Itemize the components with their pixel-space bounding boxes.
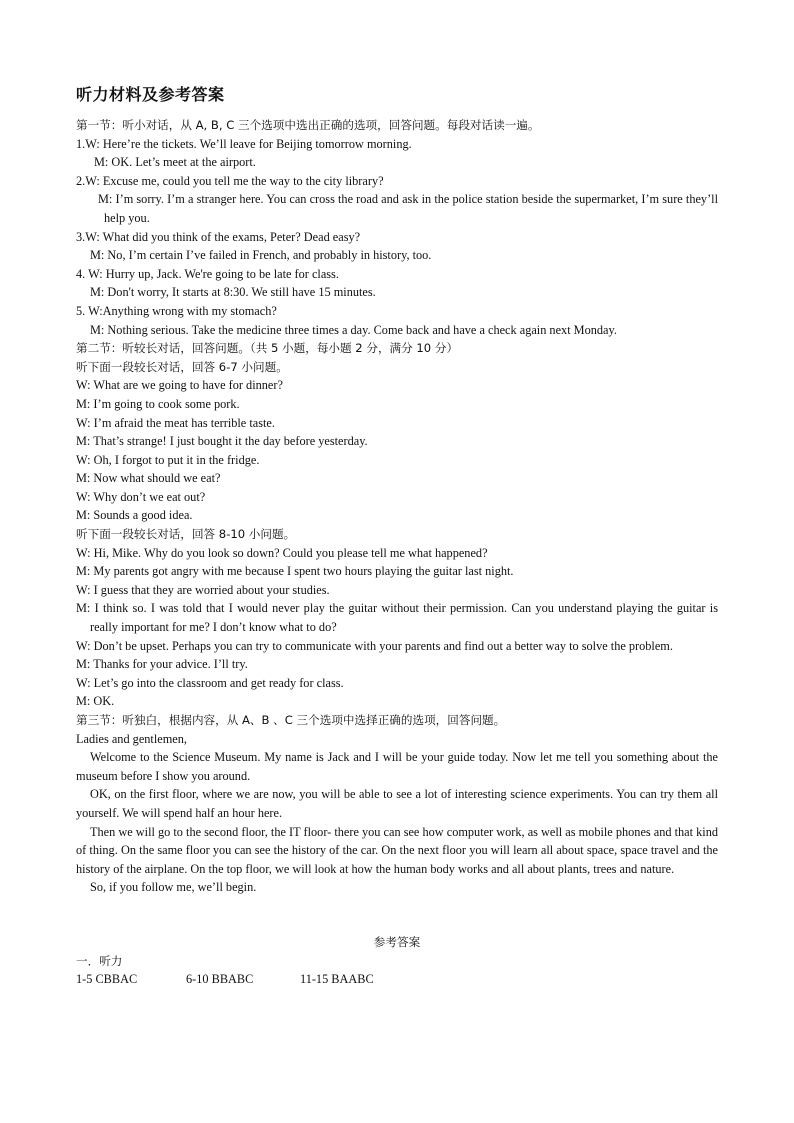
answers-row xyxy=(76,970,718,989)
dialogue-line: W: What are we going to have for dinner? xyxy=(76,378,283,393)
monologue-paragraph: Then we will go to the second floor, the IT floor- there you can see how computer work, as well as mobile phones and that kind of thing. On the same floor you can see the history of the car. On the next floor you will learn all about space, space travel and the history of the airplane. On the top floor, we will look at how the human body works and all about plants, trees and nature. xyxy=(76,824,718,876)
document-title: 听力材料及参考答案 xyxy=(76,85,225,104)
section1-heading: 第一节：听小对话，从 A, B, C 三个选项中选出正确的选项，回答问题。每段对话读一遍。 xyxy=(76,118,540,132)
dialogue-line: W: I guess that they are worried about your studies. xyxy=(76,582,330,597)
dialogue1-heading: 听下面一段较长对话，回答 6-7 小问题。 xyxy=(76,359,288,374)
dialogue-line: M: My parents got angry with me because I spent two hours playing the guitar last night. xyxy=(76,564,514,579)
dialogue-line: 1.W: Here’re the tickets. We’ll leave for Beijing tomorrow morning. xyxy=(76,136,412,151)
monologue-paragraph: Welcome to the Science Museum. My name is Jack and I will be your guide today. Now let me tell you something about the museum before I show you around. xyxy=(76,750,718,783)
section2-heading: 第二节：听较长对话，回答问题。（共 5 小题，每小题 2 分，满分 10 分） xyxy=(76,341,459,356)
dialogue-line: M: I think so. I was told that I would never play the guitar without their permission. Can you understand playing the guitar is really important for me? I don’t know what to do? xyxy=(76,601,718,635)
answer-group: 1-5 CBBAC xyxy=(76,972,138,987)
answers-part-label: 一．听力 xyxy=(76,953,123,968)
dialogue-line: W: Don’t be upset. Perhaps you can try to communicate with your parents and find out a better way to solve the problem. xyxy=(76,638,673,653)
dialogue-line: W: Why don’t we eat out? xyxy=(76,489,206,504)
dialogue-line: M: Don't worry, It starts at 8:30. We still have 15 minutes. xyxy=(90,285,376,300)
dialogue2-heading: 听下面一段较长对话，回答 8-10 小问题。 xyxy=(76,527,296,542)
section-gap xyxy=(76,897,718,933)
answers-title: 参考答案 xyxy=(373,934,421,949)
dialogue-line: M: Sounds a good idea. xyxy=(76,508,193,523)
dialogue-line: M: No, I’m certain I’ve failed in French, and probably in history, too. xyxy=(90,248,432,263)
monologue-paragraph: So, if you follow me, we’ll begin. xyxy=(90,880,257,895)
document-page xyxy=(76,82,718,989)
answer-group: 6-10 BBABC xyxy=(186,972,254,987)
dialogue-line: W: Let’s go into the classroom and get ready for class. xyxy=(76,675,344,690)
dialogue-line: M: I’m sorry. I’m a stranger here. You can cross the road and ask in the police station beside the supermarket, I’m sure they’ll help you. xyxy=(98,192,718,225)
monologue-greeting: Ladies and gentlemen, xyxy=(76,731,187,746)
section3-heading: 第三节：听独白，根据内容，从 A、B 、C 三个选项中选择正确的选项，回答问题。 xyxy=(76,713,506,727)
dialogue-line: M: That’s strange! I just bought it the day before yesterday. xyxy=(76,434,368,449)
dialogue-line: M: OK. Let’s meet at the airport. xyxy=(94,155,256,170)
dialogue-line: 3.W: What did you think of the exams, Peter? Dead easy? xyxy=(76,229,361,244)
dialogue-line: M: Nothing serious. Take the medicine three times a day. Come back and have a check again next Monday. xyxy=(90,322,617,337)
monologue-paragraph: OK, on the first floor, where we are now, you will be able to see a lot of interesting science experiments. You can try them all yourself. We will spend half an hour here. xyxy=(76,787,718,820)
dialogue-line: M: Now what should we eat? xyxy=(76,471,221,486)
dialogue-line: M: OK. xyxy=(76,694,115,709)
dialogue-line: M: Thanks for your advice. I’ll try. xyxy=(76,657,248,672)
dialogue-line: 2.W: Excuse me, could you tell me the way to the city library? xyxy=(76,173,384,188)
dialogue-line: W: I’m afraid the meat has terrible taste. xyxy=(76,415,275,430)
answer-group: 11-15 BAABC xyxy=(300,972,374,987)
dialogue-line: M: I’m going to cook some pork. xyxy=(76,396,240,411)
dialogue-line: W: Hi, Mike. Why do you look so down? Could you please tell me what happened? xyxy=(76,545,488,560)
dialogue-line: W: Oh, I forgot to put it in the fridge. xyxy=(76,452,260,467)
dialogue-line: 5. W:Anything wrong with my stomach? xyxy=(76,303,277,318)
dialogue-line: 4. W: Hurry up, Jack. We're going to be late for class. xyxy=(76,266,339,281)
